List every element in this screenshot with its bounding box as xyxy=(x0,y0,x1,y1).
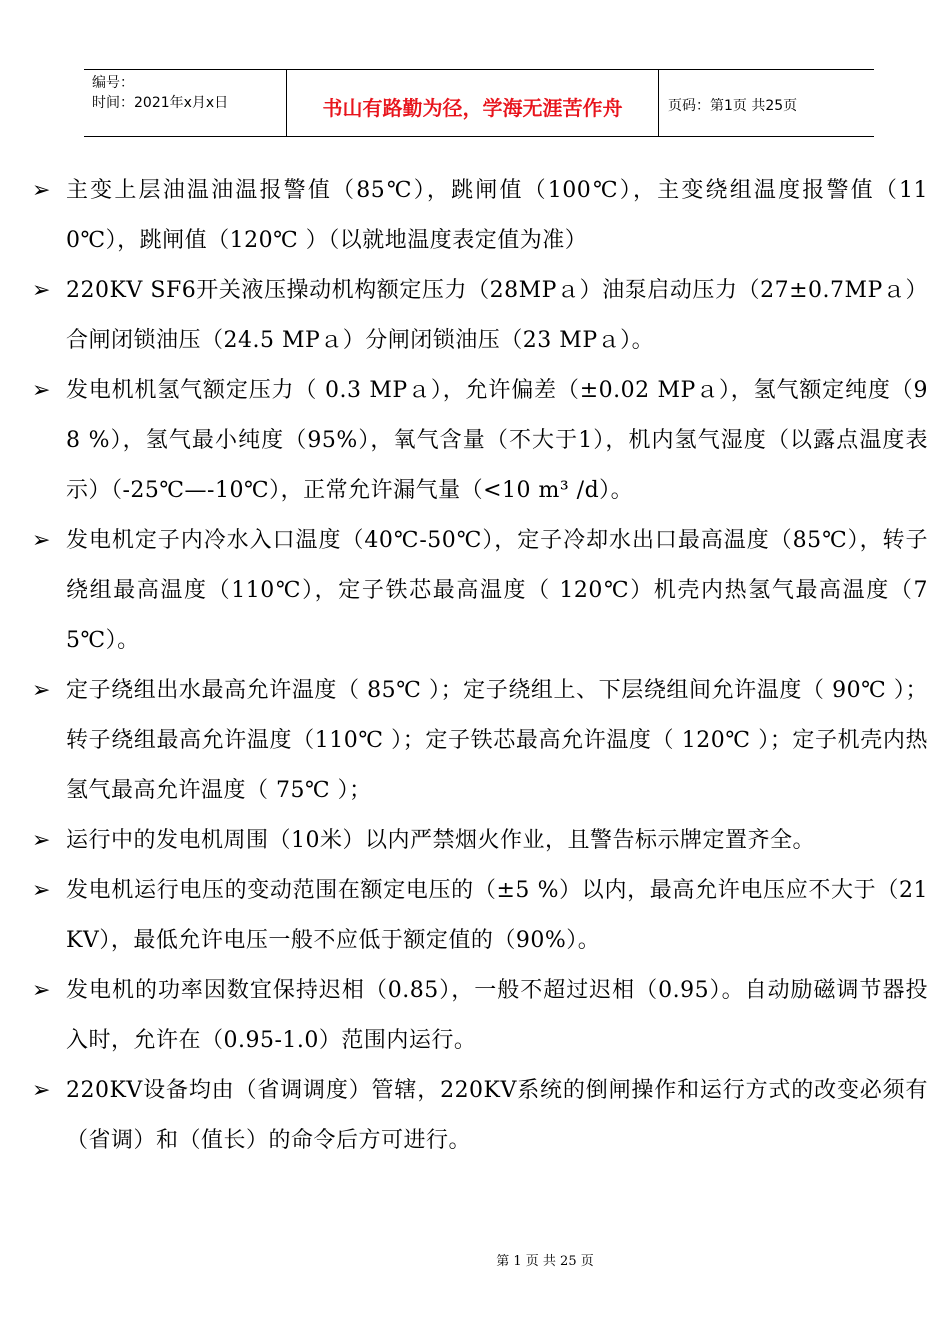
list-item xyxy=(32,266,928,366)
list-item xyxy=(32,1066,928,1166)
page-footer xyxy=(0,1250,950,1269)
header-number-label: 编号： xyxy=(92,75,134,91)
header-page-info: 页码：第1页 共25页 xyxy=(668,98,798,114)
list-item xyxy=(32,166,928,266)
arrow-bullet-icon: ➢ xyxy=(32,878,51,903)
list-item-text: 220KV设备均由（省调调度）管辖，220KV系统的倒闸操作和运行方式的改变必须有（省调）和（值长）的命令后方可进行。 xyxy=(66,1078,928,1153)
list-item-text: 定子绕组出水最高允许温度（ 85℃ ）；定子绕组上、下层绕组间允许温度（ 90℃ ）；转子绕组最高允许温度（110℃ ）；定子铁芯最高允许温度（ 120℃ ）；定子机壳内热氢气最高允许温度（ 75℃ ）； xyxy=(66,678,928,803)
list-item xyxy=(32,866,928,966)
page-header xyxy=(84,69,874,137)
list-item-text: 主变上层油温油温报警值（85℃），跳闸值（100℃），主变绕组温度报警值（110℃），跳闸值（120℃ ）（以就地温度表定值为准） xyxy=(66,178,928,253)
header-time-label: 时间：2021年x月x日 xyxy=(92,95,229,111)
arrow-bullet-icon: ➢ xyxy=(32,678,51,703)
arrow-bullet-icon: ➢ xyxy=(32,828,51,853)
list-item-text: 发电机定子内冷水入口温度（40℃-50℃），定子冷却水出口最高温度（85℃），转子绕组最高温度（110℃），定子铁芯最高温度（ 120℃）机壳内热氢气最高温度（75℃）。 xyxy=(66,528,928,653)
arrow-bullet-icon: ➢ xyxy=(32,378,51,403)
header-motto-cell xyxy=(286,70,659,136)
header-motto: 书山有路勤为径，学海无涯苦作舟 xyxy=(322,95,623,120)
list-item-text: 发电机的功率因数宜保持迟相（0.85），一般不超过迟相（0.95）。自动励磁调节器投入时，允许在（0.95-1.0）范围内运行。 xyxy=(66,978,928,1053)
header-page-cell xyxy=(659,70,874,136)
footer-page-number: 第 1 页 共 25 页 xyxy=(496,1254,594,1269)
list-item-text: 发电机机氢气额定压力（ 0.3 MPａ），允许偏差（±0.02 MPａ），氢气额定纯度（98 %），氢气最小纯度（95%），氧气含量（不大于1），机内氢气湿度（以露点温度表示）（-25℃—-10℃），正常允许漏气量（<10 m³ /d）。 xyxy=(66,378,928,503)
list-item xyxy=(32,516,928,666)
arrow-bullet-icon: ➢ xyxy=(32,978,51,1003)
arrow-bullet-icon: ➢ xyxy=(32,1078,51,1103)
list-item xyxy=(32,666,928,816)
header-meta xyxy=(84,70,286,136)
arrow-bullet-icon: ➢ xyxy=(32,278,51,303)
list-item xyxy=(32,366,928,516)
list-item-text: 发电机运行电压的变动范围在额定电压的（±5 %）以内，最高允许电压应不大于（21KV），最低允许电压一般不应低于额定值的（90%）。 xyxy=(66,878,928,953)
list-item-text: 运行中的发电机周围（10米）以内严禁烟火作业，且警告标示牌定置齐全。 xyxy=(66,828,815,853)
list-item xyxy=(32,816,928,866)
arrow-bullet-icon: ➢ xyxy=(32,528,51,553)
arrow-bullet-icon: ➢ xyxy=(32,178,51,203)
list-item-text: 220KV SF6开关液压操动机构额定压力（28MPａ）油泵启动压力（27±0.7MPａ）合闸闭锁油压（24.5 MPａ）分闸闭锁油压（23 MPａ）。 xyxy=(66,278,928,353)
document-body xyxy=(32,166,928,1166)
list-item xyxy=(32,966,928,1066)
